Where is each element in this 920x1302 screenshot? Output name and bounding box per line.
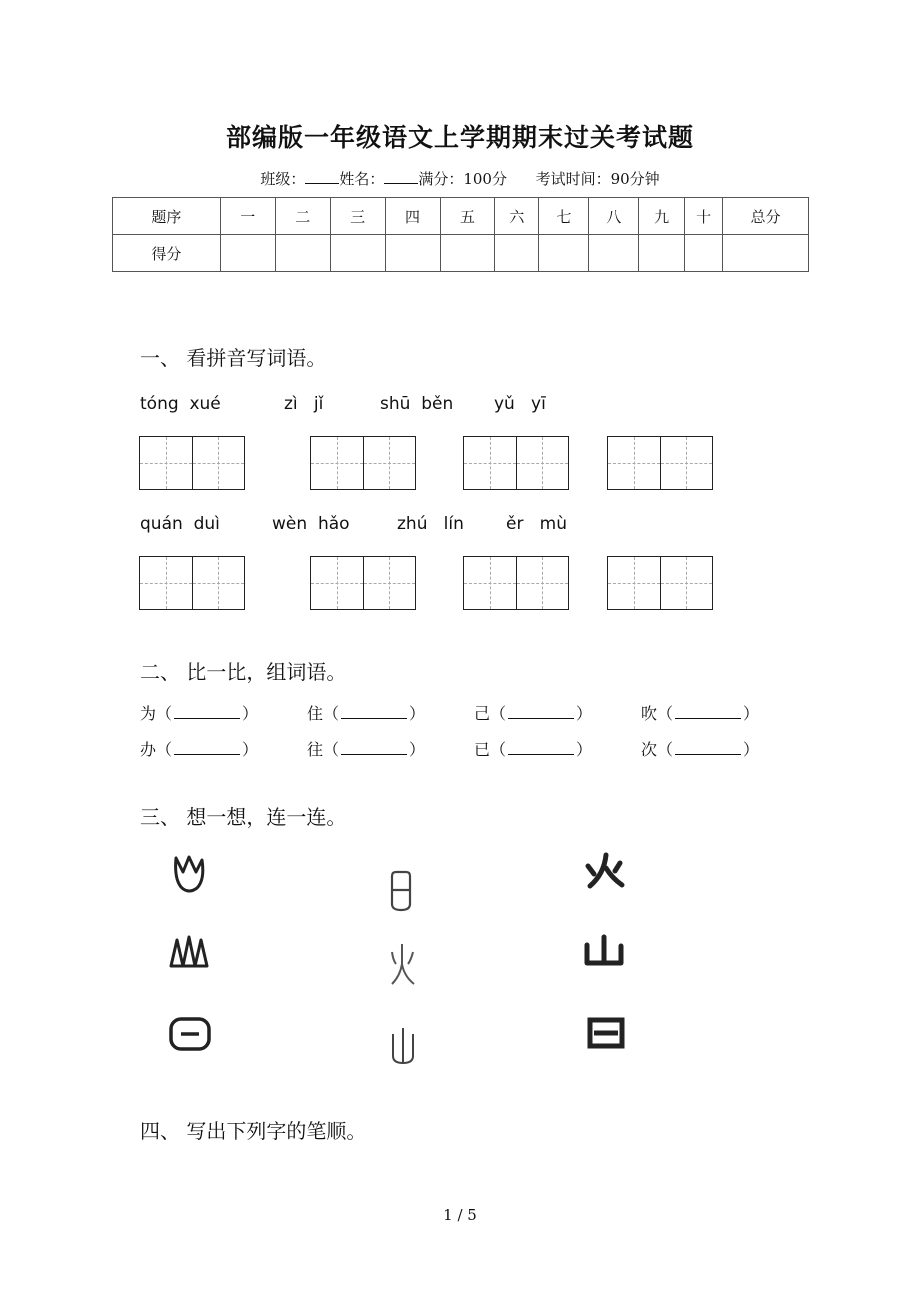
score-header-cell: 九 xyxy=(639,198,685,235)
score-header-cell: 一 xyxy=(220,198,275,235)
word-item: 办（ ） xyxy=(140,740,259,759)
word-item: 次（ ） xyxy=(641,740,760,759)
score-header-cell: 五 xyxy=(440,198,495,235)
exam-time: 考试时间：90分钟 xyxy=(535,170,660,188)
answer-blank[interactable] xyxy=(174,706,240,719)
score-cell[interactable] xyxy=(495,235,539,272)
score-cell[interactable] xyxy=(639,235,685,272)
answer-blank[interactable] xyxy=(508,706,574,719)
mountain-seal-icon[interactable] xyxy=(390,1026,416,1066)
pinyin: wèn hǎo xyxy=(272,514,350,534)
answer-blank[interactable] xyxy=(341,706,407,719)
writing-grid[interactable] xyxy=(139,436,245,490)
score-cell[interactable] xyxy=(275,235,330,272)
char: 住 xyxy=(307,704,324,723)
full-score: 满分：100分 xyxy=(418,170,507,188)
class-label: 班级： xyxy=(260,170,306,188)
score-header-row xyxy=(113,198,809,235)
section3-title: 三、 想一想，连一连。 xyxy=(140,805,347,829)
score-value-row xyxy=(113,235,809,272)
score-cell[interactable] xyxy=(385,235,440,272)
word-item: 往（ ） xyxy=(307,740,426,759)
class-blank[interactable] xyxy=(305,169,339,184)
score-header-cell: 十 xyxy=(685,198,723,235)
char: 往 xyxy=(307,740,324,759)
score-header-cell: 题序 xyxy=(113,198,221,235)
score-cell[interactable] xyxy=(723,235,809,272)
word-item: 己（ ） xyxy=(474,704,593,723)
score-cell[interactable] xyxy=(539,235,589,272)
score-header-cell: 三 xyxy=(330,198,385,235)
pinyin: zhú lín xyxy=(397,514,464,534)
word-item: 已（ ） xyxy=(474,740,593,759)
section2-title: 二、 比一比，组词语。 xyxy=(140,660,347,684)
char: 办 xyxy=(140,740,157,759)
score-cell[interactable] xyxy=(589,235,639,272)
pinyin: quán duì xyxy=(140,514,220,534)
word-item: 为（ ） xyxy=(140,704,259,723)
answer-blank[interactable] xyxy=(675,706,741,719)
answer-blank[interactable] xyxy=(341,742,407,755)
section4-title: 四、 写出下列字的笔顺。 xyxy=(140,1119,367,1143)
answer-blank[interactable] xyxy=(508,742,574,755)
sun-seal-icon[interactable] xyxy=(388,870,414,912)
score-row-label: 得分 xyxy=(113,235,221,272)
mountain-character-icon[interactable] xyxy=(582,934,626,968)
fire-character-icon[interactable] xyxy=(582,852,628,890)
char: 己 xyxy=(474,704,491,723)
word-item: 吹（ ） xyxy=(641,704,760,723)
score-cell[interactable] xyxy=(220,235,275,272)
writing-grid[interactable] xyxy=(463,436,569,490)
char: 次 xyxy=(641,740,658,759)
sun-character-icon[interactable] xyxy=(586,1016,626,1050)
score-header-cell: 总分 xyxy=(723,198,809,235)
page-number: 1 / 5 xyxy=(443,1206,477,1224)
mountain-pictograph-icon[interactable] xyxy=(168,934,210,970)
name-label: 姓名： xyxy=(339,170,385,188)
score-header-cell: 八 xyxy=(589,198,639,235)
pinyin: zì jǐ xyxy=(284,394,324,414)
score-header-cell: 二 xyxy=(275,198,330,235)
score-header-cell: 四 xyxy=(385,198,440,235)
word-item: 住（ ） xyxy=(307,704,426,723)
score-table xyxy=(112,197,809,272)
fire-seal-icon[interactable] xyxy=(386,942,418,986)
name-blank[interactable] xyxy=(384,169,418,184)
score-cell[interactable] xyxy=(330,235,385,272)
writing-grid[interactable] xyxy=(310,436,416,490)
page-title: 部编版一年级语文上学期期末过关考试题 xyxy=(225,123,694,152)
char: 已 xyxy=(474,740,491,759)
char: 吹 xyxy=(641,704,658,723)
score-header-cell: 七 xyxy=(539,198,589,235)
sun-pictograph-icon[interactable] xyxy=(168,1016,212,1052)
writing-grid[interactable] xyxy=(139,556,245,610)
writing-grid[interactable] xyxy=(310,556,416,610)
score-cell[interactable] xyxy=(440,235,495,272)
writing-grid[interactable] xyxy=(463,556,569,610)
score-header-cell: 六 xyxy=(495,198,539,235)
fire-pictograph-icon[interactable] xyxy=(170,854,208,896)
pinyin: shū běn xyxy=(380,394,454,414)
exam-info xyxy=(0,168,920,189)
answer-blank[interactable] xyxy=(675,742,741,755)
pinyin: yǔ yī xyxy=(494,394,546,414)
writing-grid[interactable] xyxy=(607,556,713,610)
score-cell[interactable] xyxy=(685,235,723,272)
section1-title: 一、 看拼音写词语。 xyxy=(140,346,327,370)
writing-grid[interactable] xyxy=(607,436,713,490)
pinyin: tóng xué xyxy=(140,394,221,414)
pinyin: ěr mù xyxy=(506,514,567,534)
answer-blank[interactable] xyxy=(174,742,240,755)
char: 为 xyxy=(140,704,157,723)
